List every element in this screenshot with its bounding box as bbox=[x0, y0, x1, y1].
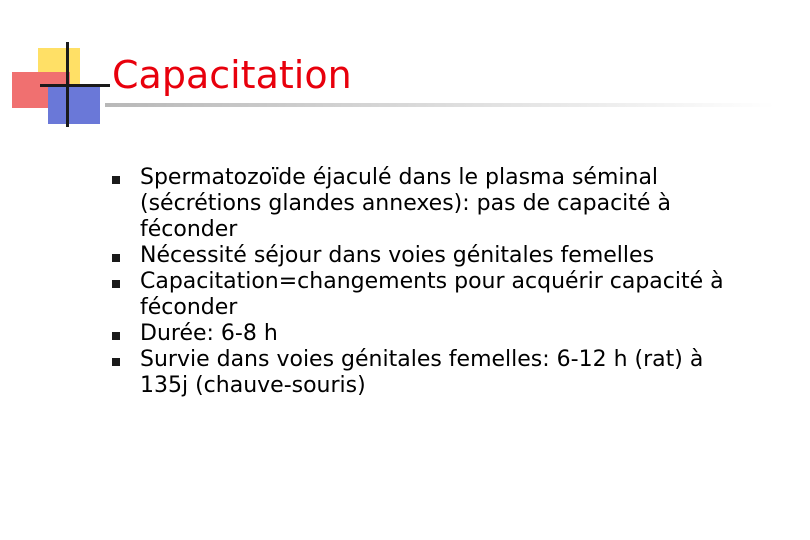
bullet-text-line: Spermatozoïde éjaculé dans le plasma séminal bbox=[140, 165, 659, 190]
square-bullet-icon bbox=[112, 254, 120, 262]
bullet-text-line: Capacitation=changements pour acquérir capacité à bbox=[140, 269, 724, 294]
list-item bbox=[112, 347, 792, 399]
list-item bbox=[112, 243, 792, 269]
bullet-text-line: 135j (chauve-souris) bbox=[140, 373, 366, 398]
list-item bbox=[112, 165, 792, 243]
square-bullet-icon bbox=[112, 280, 120, 288]
logo-horizontal-bar bbox=[40, 84, 110, 87]
logo-blue-square bbox=[48, 84, 100, 124]
square-bullet-icon bbox=[112, 176, 120, 184]
list-item bbox=[112, 269, 792, 321]
bullet-list bbox=[112, 165, 792, 399]
bullet-text-line: féconder bbox=[140, 295, 238, 320]
bullet-text-line: féconder bbox=[140, 217, 238, 242]
title-underline bbox=[105, 103, 775, 107]
square-bullet-icon bbox=[112, 358, 120, 366]
list-item bbox=[112, 321, 792, 347]
bullet-text-line: Survie dans voies génitales femelles: 6-12 h (rat) à bbox=[140, 347, 704, 372]
bullet-text-line: Durée: 6-8 h bbox=[140, 321, 278, 346]
square-bullet-icon bbox=[112, 332, 120, 340]
bullet-text-line: (sécrétions glandes annexes): pas de capacité à bbox=[140, 191, 671, 216]
bullet-text-line: Nécessité séjour dans voies génitales femelles bbox=[140, 243, 655, 268]
slide-title: Capacitation bbox=[112, 53, 352, 97]
